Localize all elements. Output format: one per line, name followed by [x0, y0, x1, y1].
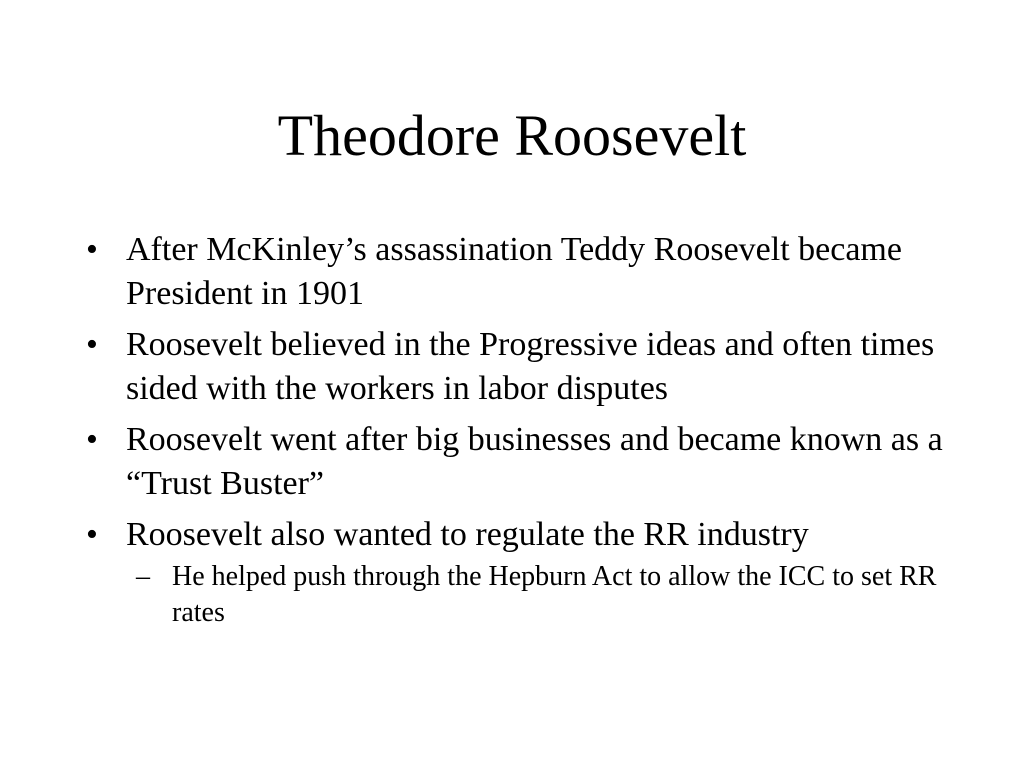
- bullet-text: Roosevelt went after big businesses and became known as a “Trust Buster”: [126, 421, 943, 502]
- bullet-marker: •: [86, 231, 98, 268]
- sub-bullet-item: [126, 559, 946, 631]
- bullet-marker: •: [86, 421, 98, 458]
- bullet-item: [86, 513, 946, 631]
- bullet-item: [86, 418, 946, 506]
- slide-title: Theodore Roosevelt: [277, 103, 747, 168]
- bullet-list: [86, 228, 946, 638]
- bullet-text: After McKinley’s assassination Teddy Roosevelt became President in 1901: [126, 231, 902, 312]
- bullet-text: Roosevelt believed in the Progressive ideas and often times sided with the workers in labor disputes: [126, 326, 935, 407]
- bullet-text: Roosevelt also wanted to regulate the RR industry: [126, 516, 809, 553]
- bullet-item: [86, 323, 946, 411]
- bullet-marker: •: [86, 326, 98, 363]
- sub-bullet-list: [126, 559, 946, 631]
- bullet-item: [86, 228, 946, 316]
- sub-bullet-text: He helped push through the Hepburn Act to allow the ICC to set RR rates: [172, 561, 937, 628]
- bullet-marker: •: [86, 516, 98, 553]
- sub-bullet-marker: –: [136, 561, 150, 592]
